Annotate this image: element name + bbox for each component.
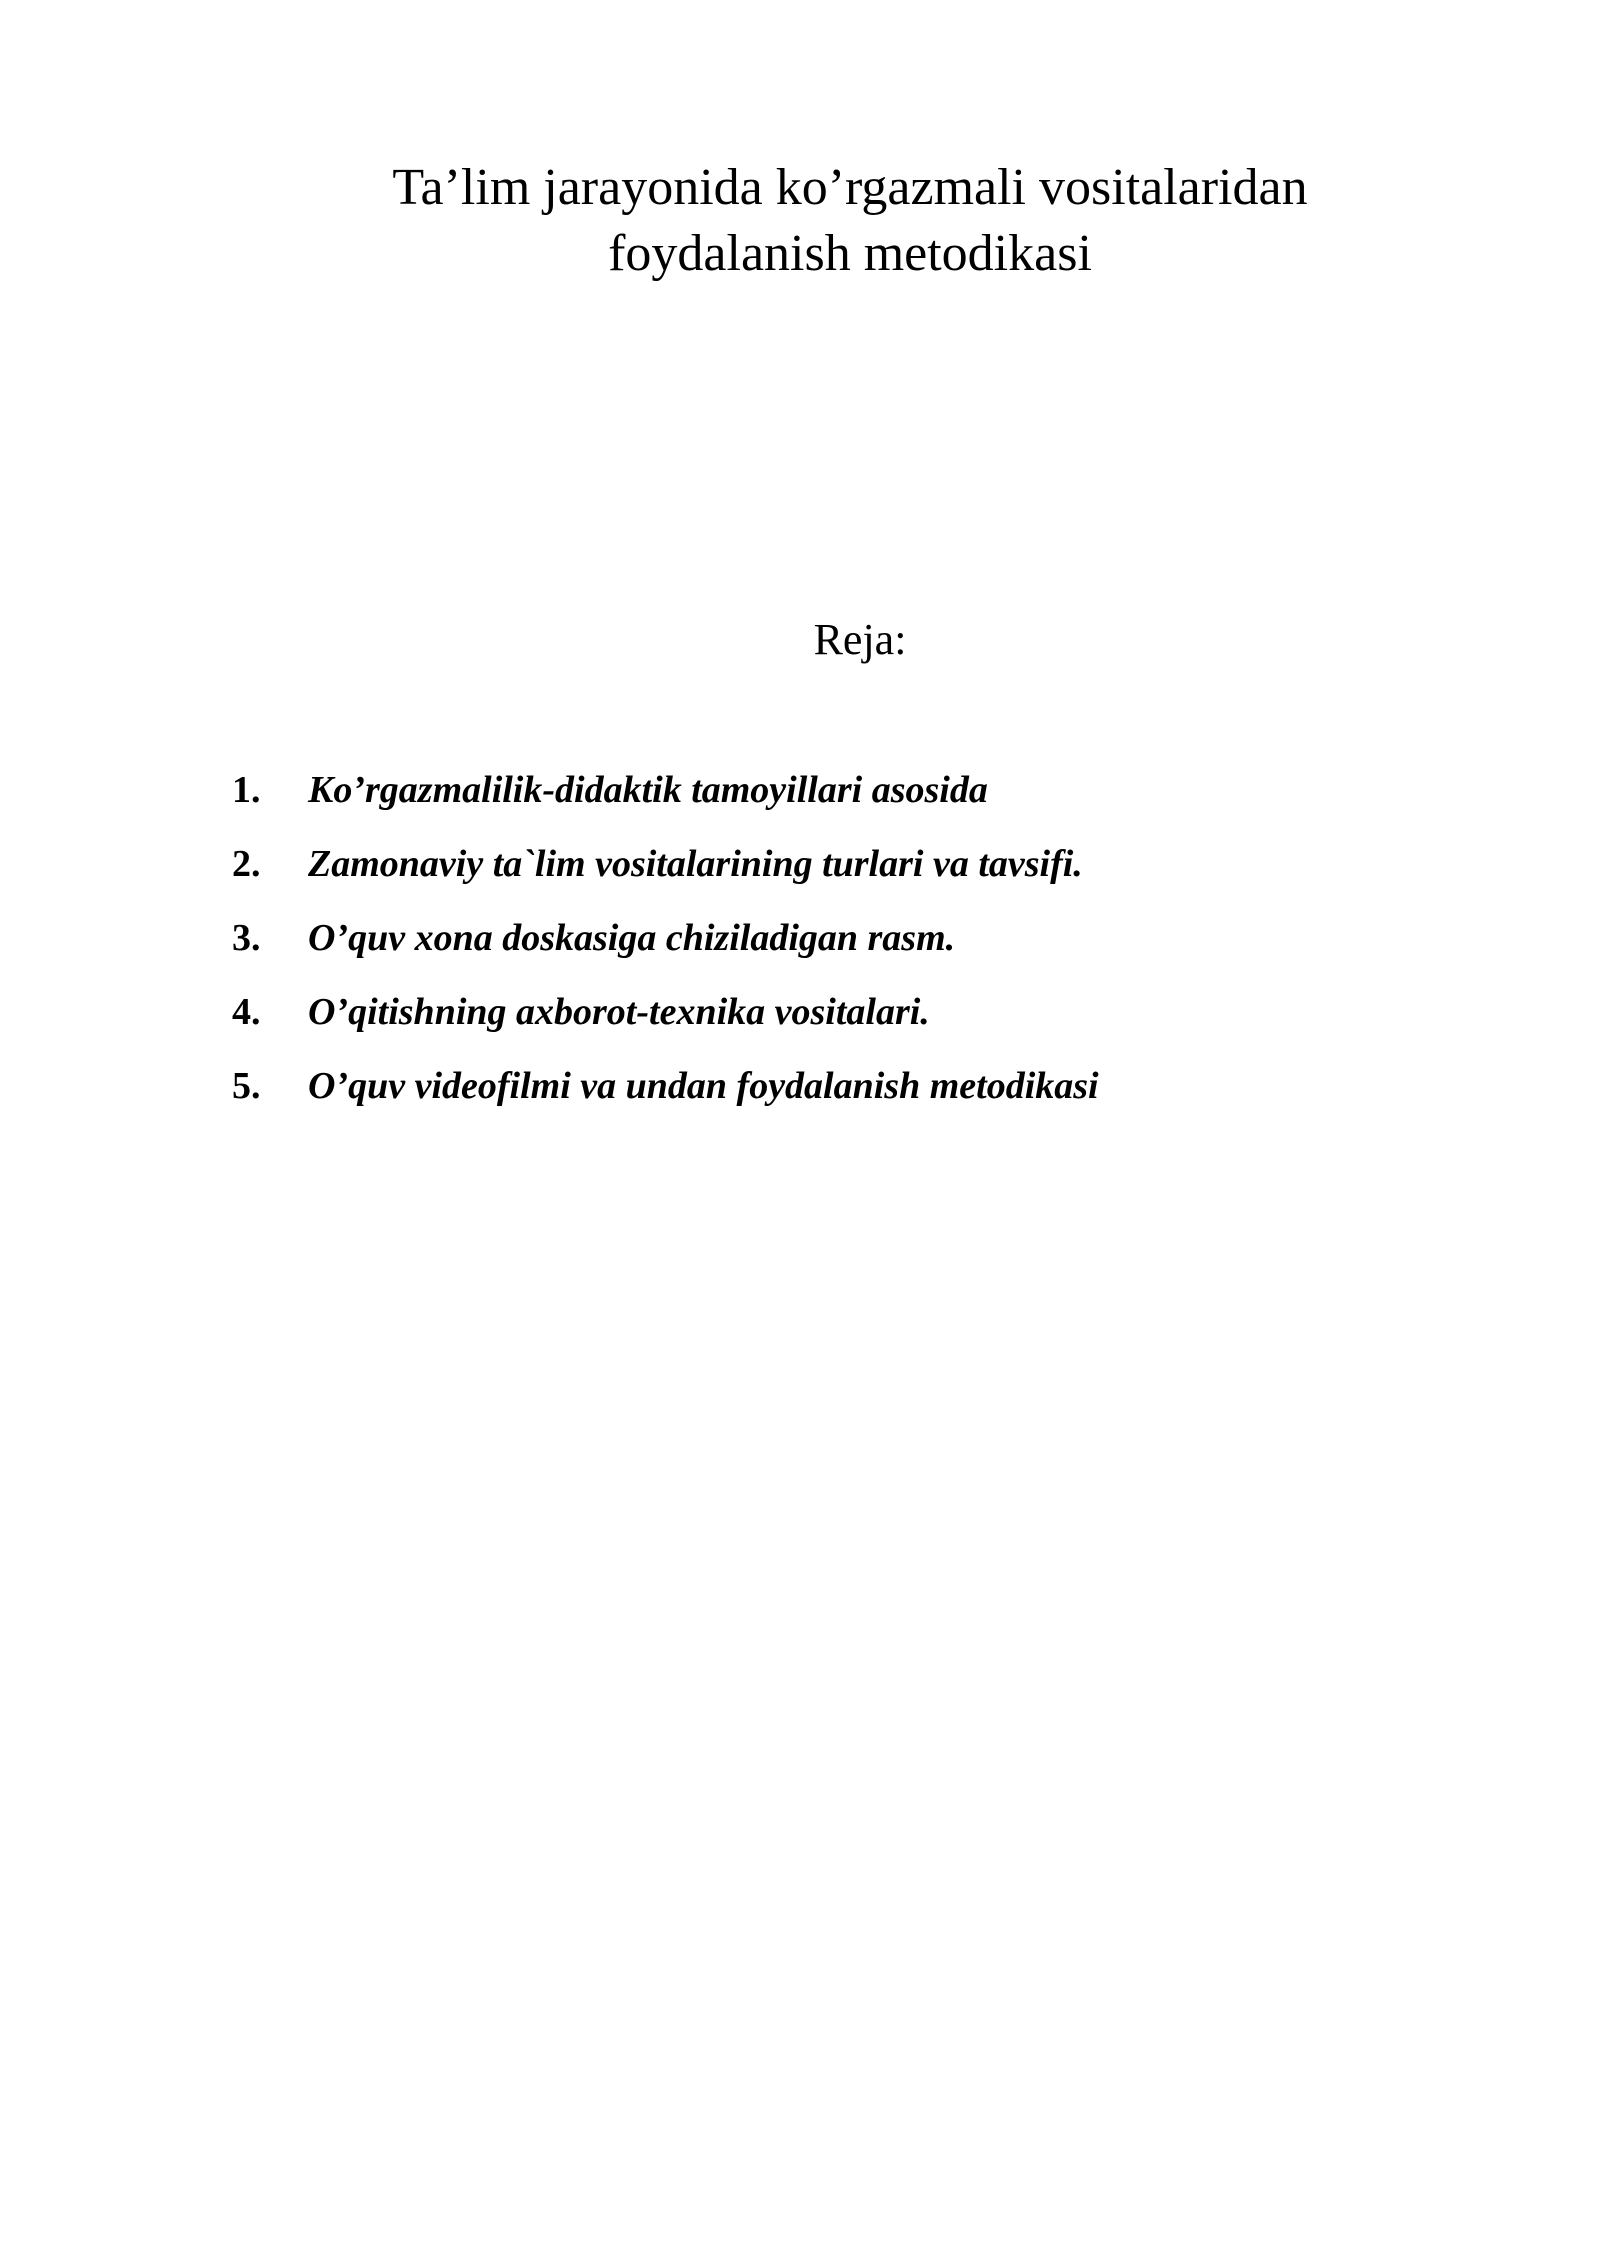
plan-item-2 (232, 834, 1099, 908)
plan-item-number: 4. (232, 991, 261, 1033)
document-title (300, 155, 1400, 287)
plan-item-5 (232, 1056, 1099, 1130)
plan-item-number: 3. (232, 917, 261, 959)
plan-item-3 (232, 908, 1099, 982)
plan-heading: Reja: (813, 615, 907, 664)
plan-item-text: Zamonaviy ta`lim vositalarining turlari va tavsifi. (308, 843, 1083, 885)
plan-item-text: Ko’rgazmalilik-didaktik tamoyillari asosida (308, 769, 988, 811)
document-title-line-1: Ta’lim jarayonida ko’rgazmali vositalaridan (392, 159, 1308, 216)
plan-item-number: 1. (232, 769, 261, 811)
document-title-line-2: foydalanish metodikasi (608, 225, 1092, 282)
plan-item-text: O’quv videofilmi va undan foydalanish metodikasi (308, 1065, 1099, 1107)
plan-item-text: O’qitishning axborot-texnika vositalari. (308, 991, 930, 1033)
plan-item-4 (232, 982, 1099, 1056)
plan-item-text: O’quv xona doskasiga chiziladigan rasm. (308, 917, 956, 959)
plan-item-number: 5. (232, 1065, 261, 1107)
plan-item-number: 2. (232, 843, 261, 885)
plan-list (232, 760, 1099, 1130)
plan-item-1 (232, 760, 1099, 834)
